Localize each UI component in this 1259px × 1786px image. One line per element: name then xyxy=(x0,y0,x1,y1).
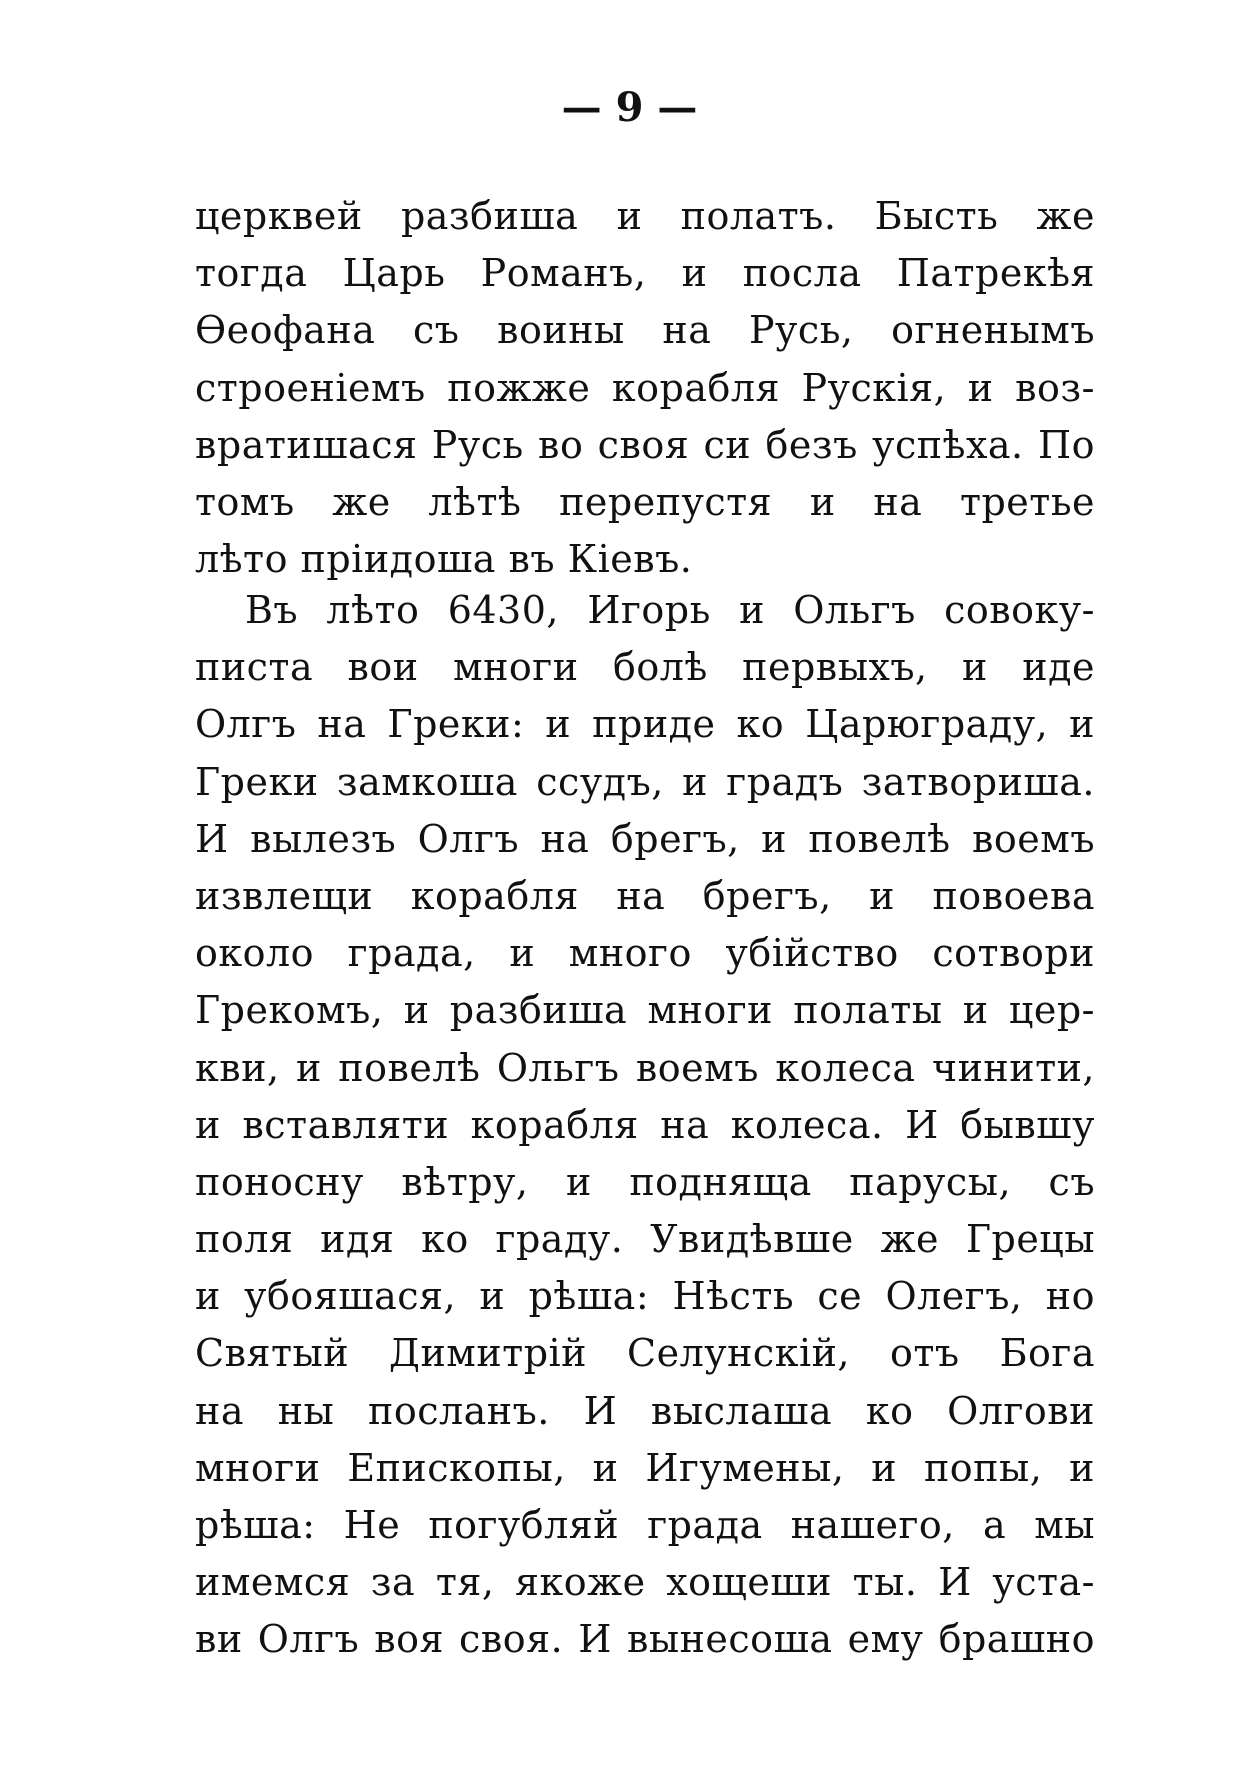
text-line: ви Олгъ воя своя. И вынесоша ему брашно xyxy=(195,1617,1095,1662)
text-line: Олгъ на Греки: и приде ко Царюграду, и xyxy=(195,702,1095,747)
text-line: и убояшася, и рѣша: Нѣсть се Олегъ, но xyxy=(195,1274,1095,1319)
paragraph-2 xyxy=(195,582,1095,1669)
text-line: около града, и много убiйство сотвори xyxy=(195,931,1095,976)
text-line: писта вои многи болѣ первыхъ, и иде xyxy=(195,645,1095,690)
text-line: строенiемъ пожже корабля Рускiя, и воз- xyxy=(195,365,1095,410)
text-line: извлещи корабля на брегъ, и повоева xyxy=(195,873,1095,918)
text-line: Въ лѣто 6430, Игорь и Ольгъ совоку- xyxy=(245,588,1095,632)
text-line: Святый Димитрiй Селунскiй, отъ Бога xyxy=(195,1331,1095,1376)
paragraph-1 xyxy=(195,188,1095,588)
text-line: Ѳеофана съ воины на Русь, огненымъ xyxy=(195,308,1095,353)
text-line: церквей разбиша и полатъ. Бысть же xyxy=(195,194,1095,238)
text-line: поля идя ко граду. Увидѣвше же Грецы xyxy=(195,1217,1095,1262)
text-line: томъ же лѣтѣ перепустя и на третье xyxy=(195,479,1095,524)
text-line: поносну вѣтру, и подняща парусы, съ xyxy=(195,1159,1095,1204)
text-line: И вылезъ Олгъ на брегъ, и повелѣ воемъ xyxy=(195,816,1095,861)
text-line: многи Епископы, и Игумены, и попы, и xyxy=(195,1445,1095,1490)
text-line: Грекомъ, и разбиша многи полаты и цер- xyxy=(195,988,1095,1033)
text-line: лѣто прiидоша въ Кiевъ. xyxy=(195,537,693,582)
text-line: Греки замкоша ссудъ, и градъ затвориша. xyxy=(195,759,1095,804)
text-line: на ны посланъ. И выслаша ко Олгови xyxy=(195,1388,1095,1433)
text-line: кви, и повелѣ Ольгъ воемъ колеса чинити, xyxy=(195,1045,1095,1090)
text-line: имемся за тя, якоже хощеши ты. И уста- xyxy=(195,1560,1095,1605)
text-line: тогда Царь Романъ, и посла Патрекѣя xyxy=(195,251,1095,296)
page-number: — 9 — xyxy=(561,84,698,131)
text-line: вратишася Русь во своя си безъ успѣха. По xyxy=(195,422,1095,467)
text-line: рѣша: Не погубляй града нашего, а мы xyxy=(195,1503,1095,1547)
text-line: и вставляти корабля на колеса. И бывшу xyxy=(195,1102,1095,1147)
